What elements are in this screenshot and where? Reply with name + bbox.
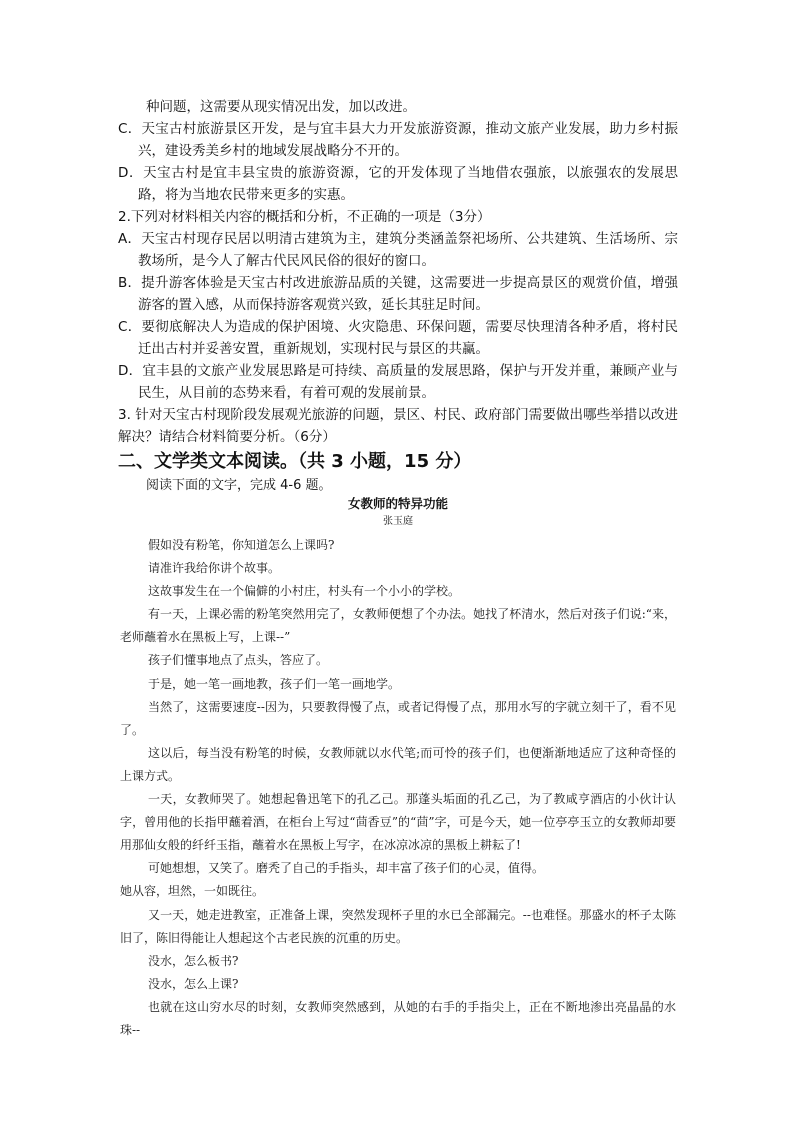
story-paragraph: 这以后，每当没有粉笔的时候，女教师就以水代笔;而可怜的孩子们，也便渐渐地适应了这种奇怪的上课方式。 — [120, 745, 676, 783]
q2-option-b: B．提升游客体验是天宝古村改进旅游品质的关键，这需要进一步提高景区的观赏价值，增强游客的置入感，从而保持游客观赏兴致，延长其驻足时间。 — [118, 275, 678, 313]
story-author: 张玉庭 — [383, 516, 413, 527]
q2-option-d: D．宜丰县的文旅产业发展思路是可持续、高质量的发展思路，保护与开发并重，兼顾产业与民生，从目前的态势来看，有着可观的发展前景。 — [118, 363, 678, 401]
story-paragraph: 请准许我给你讲个故事。 — [148, 561, 281, 576]
story-paragraph: 也就在这山穷水尽的时刻，女教师突然感到，从她的右手的手指尖上，正在不断地渗出亮晶晶的水珠-- — [120, 999, 676, 1037]
q2-stem: 2.下列对材料相关内容的概括和分析，不正确的一项是（3分） — [118, 209, 491, 225]
story-paragraph: 于是，她一笔一画地教，孩子们一笔一画地学。 — [148, 676, 401, 691]
section-instruction: 阅读下面的文字，完成 4-6 题。 — [146, 478, 332, 493]
story-body — [120, 534, 676, 1042]
story-paragraph: 没水，怎么上课? — [148, 976, 239, 991]
story-title: 女教师的特异功能 — [347, 496, 448, 511]
story-paragraph: 没水，怎么板书? — [148, 953, 239, 968]
upper-questions — [118, 96, 678, 448]
story-paragraph: 又一天，她走进教室，正准备上课，突然发现杯子里的水已全部漏完。--也难怪。那盛水的杯子太陈旧了，陈旧得能让人想起这个古老民族的沉重的历史。 — [120, 907, 676, 945]
q1-option-continuation: 种问题，这需要从现实情况出发，加以改进。 — [146, 99, 416, 115]
story-paragraph: 可她想想，又笑了。磨秃了自己的手指头，却丰富了孩子们的心灵，值得。 — [148, 861, 545, 876]
q1-option-d: D．天宝古村是宜丰县宝贵的旅游资源，它的开发体现了当地借农强旅，以旅强农的发展思路，将为当地农民带来更多的实惠。 — [118, 165, 678, 203]
story-paragraph: 一天，女教师哭了。她想起鲁迅笔下的孔乙己。那蓬头垢面的孔乙己，为了教咸亨酒店的小伙计认字，曾用他的长指甲蘸着酒，在柜台上写过“茴香豆”的“茴”字，可是今天，她一位亭亭玉立的女教师却要用那仙女般的纤纤玉指，蘸着水在黑板上写字，在冰凉冰凉的黑板上耕耘了! — [120, 792, 676, 853]
story-paragraph: 假如没有粉笔，你知道怎么上课吗? — [148, 538, 335, 552]
story-paragraph: 孩子们懂事地点了点头，答应了。 — [148, 653, 329, 668]
story-paragraph: 当然了，这需要速度--因为，只要教得慢了点，或者记得慢了点，那用水写的字就立刻干了，看不见了。 — [120, 699, 676, 737]
section-title: 二、文学类文本阅读。（共 3 小题，15 分） — [118, 451, 472, 472]
q3-stem: 3. 针对天宝古村现阶段发展观光旅游的问题，景区、村民、政府部门需要做出哪些举措以改进解决？请结合材料简要分析。（6分） — [118, 407, 678, 445]
q1-option-c: C．天宝古村旅游景区开发，是与宜丰县大力开发旅游资源，推动文旅产业发展，助力乡村振兴，建设秀美乡村的地域发展战略分不开的。 — [118, 121, 678, 159]
q2-option-a: A．天宝古村现存民居以明清古建筑为主，建筑分类涵盖祭祀场所、公共建筑、生活场所、宗教场所，是今人了解古代民风民俗的很好的窗口。 — [118, 231, 678, 269]
q2-option-c: C．要彻底解决人为造成的保护困境、火灾隐患、环保问题，需要尽快理清各种矛盾，将村民迁出古村并妥善安置，重新规划，实现村民与景区的共赢。 — [118, 319, 678, 357]
story-paragraph: 有一天，上课必需的粉笔突然用完了，女教师便想了个办法。她找了杯清水，然后对孩子们说:“来，老师蘸着水在黑板上写，上课--” — [120, 607, 676, 645]
story-paragraph: 她从容，坦然，一如既往。 — [120, 884, 265, 899]
story-paragraph: 这故事发生在一个偏僻的小村庄，村头有一个小小的学校。 — [148, 584, 461, 599]
